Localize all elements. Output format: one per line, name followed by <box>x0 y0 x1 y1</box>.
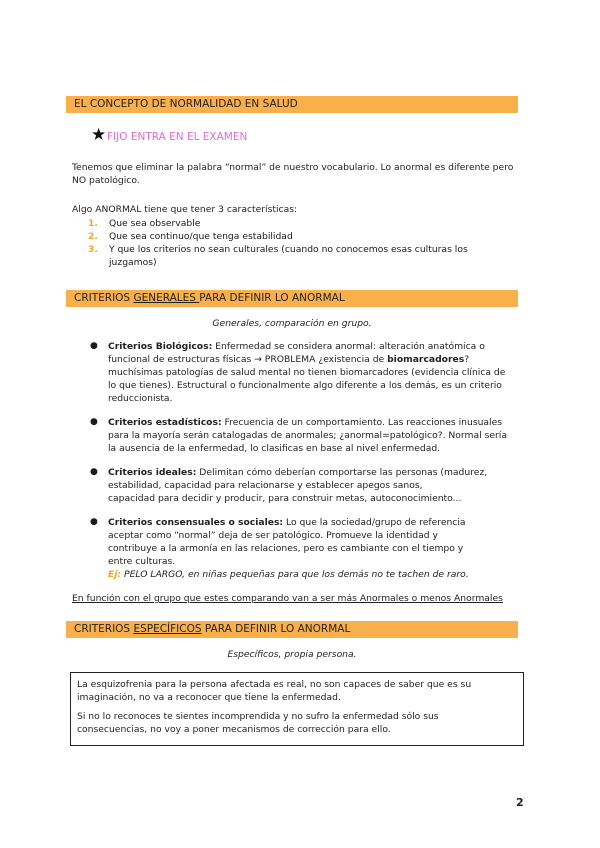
example-box <box>70 672 524 746</box>
bullet-dot: ● <box>90 417 98 427</box>
bullet-dot: ● <box>90 467 98 477</box>
box-paragraph: Si no lo reconoces te sientes incomprendida y no sufro la enfermedad sólo sus consecuencias, no voy a poner mecanismos de corrección para ello. <box>77 711 439 735</box>
list-item: 2. Que sea continuo/que tenga estabilidad <box>88 231 293 242</box>
section-heading-generales: CRITERIOS GENERALES PARA DEFINIR LO ANORMAL <box>66 290 518 307</box>
exam-note: FIJO ENTRA EN EL EXAMEN <box>107 131 248 143</box>
section-subtitle: Específicos, propia persona. <box>227 649 357 660</box>
list-intro: Algo ANORMAL tiene que tener 3 características: <box>72 204 298 215</box>
section-heading-especificos: CRITERIOS ESPECÍFICOS PARA DEFINIR LO ANORMAL <box>66 621 518 638</box>
box-paragraph: La esquizofrenia para la persona afectada es real, no son capaces de saber que es su imaginación, no va a reconocer que tiene la enfermedad. <box>77 679 472 703</box>
conclusion-text: En función con el grupo que estes comparando van a ser más Anormales o menos Anormales <box>72 593 503 604</box>
bullet-dot: ● <box>90 517 98 527</box>
criterio-biologicos: Criterios Biológicos: Enfermedad se considera anormal: alteración anatómica o funcional de estructuras físicas → PROBLEMA ¿existencia de biomarcadores? muchísimas patologías de salud mental no tienen biomarcadores (evidencia clínica de lo que tienes). Estructural o funcionalmente algo diferente a los demás, es un criterio reduccionista. <box>108 341 506 404</box>
list-item: 1. Que sea observable <box>88 218 201 229</box>
bullet-dot: ● <box>90 341 98 351</box>
intro-paragraph: Tenemos que eliminar la palabra “normal” de nuestro vocabulario. Lo anormal es diferente pero NO patológico. <box>72 162 514 186</box>
star-icon: ★ <box>91 125 107 145</box>
criterio-consensuales: Criterios consensuales o sociales: Lo que la sociedad/grupo de referencia aceptar como “normal” deja de ser patológico. Promueve la identidad y contribuye a la armonía en las relaciones, pero es cambiante con el tiempo y entre culturas. Ej: PELO LARGO, en niñas pequeñas para que los demás no te tachen de raro. <box>108 517 469 580</box>
section-subtitle: Generales, comparación en grupo. <box>212 318 372 329</box>
list-item: 3. Y que los criterios no sean culturales (cuando no conocemos esas culturas los juzgamos) <box>88 244 468 268</box>
page-number: 2 <box>516 796 524 809</box>
characteristics-list <box>88 217 508 269</box>
criterio-estadisticos: Criterios estadísticos: Frecuencia de un comportamiento. Las reacciones inusuales para la mayoría serán catalogadas de anormales; ¿anormal=patológico?. Normal sería la ausencia de la enfermedad, lo clasificas en base al nivel enfermedad. <box>108 417 507 454</box>
section-heading-normalidad: EL CONCEPTO DE NORMALIDAD EN SALUD <box>66 96 518 113</box>
criterio-ideales: Criterios ideales: Delimitan cómo deberían comportarse las personas (madurez, estabilidad, capacidad para relacionarse y establecer apegos sanos, capacidad para decidir y producir, para construir metas, autoconocimiento... <box>108 467 488 504</box>
